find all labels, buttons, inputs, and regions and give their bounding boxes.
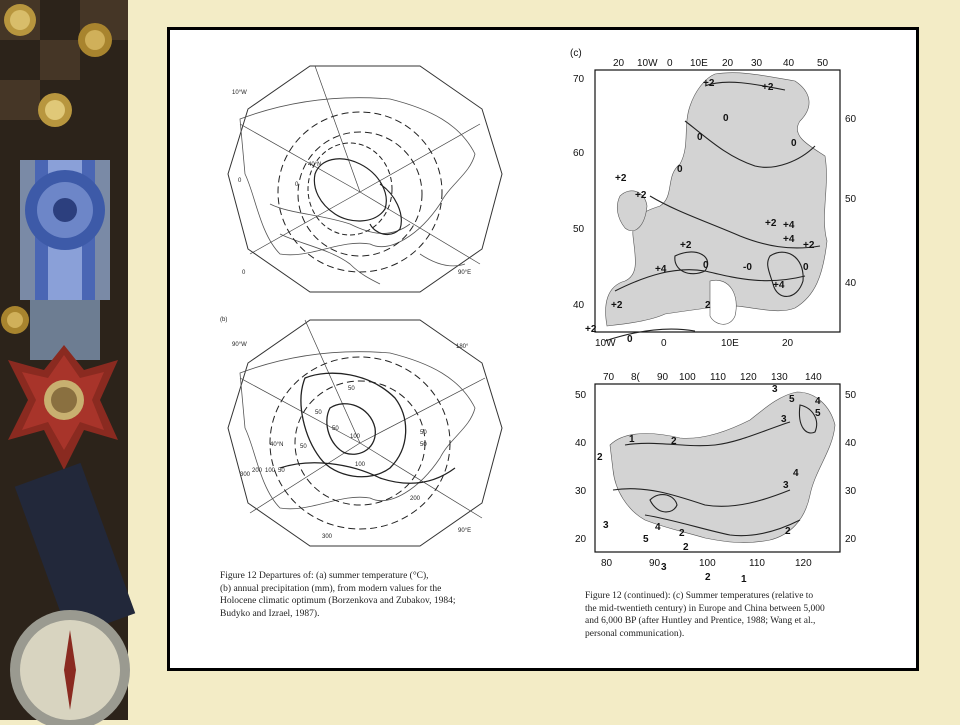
axis-tick: 40 <box>845 278 857 289</box>
isotherm-label: +4 <box>655 264 667 275</box>
axis-tick: 40 <box>575 438 587 449</box>
map-label: 0 <box>242 270 246 276</box>
axis-tick: 110 <box>749 558 765 569</box>
isotherm-label: 5 <box>789 394 795 405</box>
isotherm-label: +4 <box>783 220 795 231</box>
axis-tick: 0 <box>661 338 667 349</box>
value-label: 200 <box>410 496 421 502</box>
axis-tick: 8( <box>631 372 640 383</box>
axis-tick: 40 <box>845 438 857 449</box>
svg-text:(b): (b) <box>220 317 228 323</box>
isotherm-label: 3 <box>661 562 667 573</box>
axis-tick: 10E <box>690 58 708 69</box>
value-label: 300 <box>322 534 333 540</box>
isotherm-label: 4 <box>793 468 799 479</box>
isotherm-label: 2 <box>679 528 685 539</box>
axis-tick: 50 <box>817 58 829 69</box>
figure-a-map <box>220 64 510 304</box>
value-label: 50 <box>278 468 285 474</box>
axis-tick: 50 <box>573 224 585 235</box>
isotherm-label: 0 <box>803 262 809 273</box>
isotherm-label: +2 <box>615 173 627 184</box>
axis-tick: 70 <box>573 74 585 85</box>
value-label: 50 <box>315 410 322 416</box>
axis-tick: 100 <box>679 372 696 383</box>
map-label: 90°W <box>232 342 247 348</box>
axis-tick: 40 <box>783 58 795 69</box>
isotherm-label: 5 <box>815 408 821 419</box>
value-label: 50 <box>300 444 307 450</box>
axis-tick: 90 <box>649 558 661 569</box>
isotherm-label: 1 <box>741 574 747 585</box>
compass-icon <box>10 610 130 725</box>
value-label: 50 <box>420 430 427 436</box>
isotherm-label: 3 <box>783 480 789 491</box>
panel-label: (c) <box>570 48 582 59</box>
axis-tick: 50 <box>575 390 587 401</box>
isotherm-label: 2 <box>705 572 711 583</box>
isotherm-label: 2 <box>705 300 711 311</box>
map-label: 10°W <box>232 90 247 96</box>
isotherm-label: 0 <box>703 260 709 271</box>
isotherm-label: 3 <box>772 384 778 395</box>
isotherm-label: 4 <box>655 522 661 533</box>
isotherm-label: 0 <box>697 132 703 143</box>
isotherm-label: +2 <box>703 78 715 89</box>
isotherm-label: 0 <box>627 334 633 345</box>
isotherm-label: +2 <box>585 324 597 335</box>
map-label: 0 <box>238 178 242 184</box>
figure-caption-right: Figure 12 (continued): (c) Summer temperatures (relative to the mid-twentieth century) in Europe and China between 5,000 and 6,000 BP (after Huntley and Prentice, 1988; Wang et al., personal communication). <box>585 591 825 639</box>
axis-tick: 130 <box>771 372 788 383</box>
isotherm-label: +2 <box>680 240 692 251</box>
figure-caption-left: Figure 12 Departures of: (a) summer temperature (°C), (b) annual precipitation (mm), from modern values for the Holocene climatic optimum (Borzenkova and Zubakov, 1984; Budyko and Izrael, 1987). <box>220 571 456 619</box>
figure-c-china-map <box>565 370 865 585</box>
axis-tick: 80 <box>601 558 613 569</box>
isotherm-label: 2 <box>671 436 677 447</box>
figure-slide <box>167 27 919 671</box>
ribbon-icon <box>20 160 110 300</box>
isotherm-label: 2 <box>683 542 689 553</box>
figure-c-europe-map <box>565 46 865 356</box>
axis-tick: 10E <box>721 338 739 349</box>
isotherm-label: 5 <box>643 534 649 545</box>
value-label: 100 <box>355 462 366 468</box>
axis-tick: 140 <box>805 372 822 383</box>
map-label: 0 <box>295 182 299 188</box>
axis-tick: 30 <box>751 58 763 69</box>
axis-tick: 100 <box>699 558 716 569</box>
isotherm-label: 0 <box>791 138 797 149</box>
axis-tick: 10W <box>595 338 616 349</box>
isotherm-label: +2 <box>803 240 815 251</box>
axis-tick: 20 <box>845 534 857 545</box>
isotherm-label: 4 <box>815 396 821 407</box>
axis-tick: 60 <box>845 114 857 125</box>
map-label: 90°E <box>458 528 472 534</box>
map-label: 40°N <box>308 162 322 168</box>
axis-tick: 40 <box>573 300 585 311</box>
isotherm-label: 2 <box>597 452 603 463</box>
axis-tick: 90 <box>657 372 669 383</box>
axis-tick: 110 <box>710 372 726 383</box>
isotherm-label: +2 <box>635 190 647 201</box>
isotherm-label: +2 <box>762 82 774 93</box>
isotherm-label: 3 <box>603 520 609 531</box>
axis-tick: 20 <box>782 338 794 349</box>
axis-tick: 30 <box>845 486 857 497</box>
value-label: 200 <box>252 468 263 474</box>
axis-tick: 10W <box>637 58 658 69</box>
value-label: 100 <box>265 468 276 474</box>
axis-tick: 0 <box>667 58 673 69</box>
figure-b-map <box>220 318 510 558</box>
axis-tick: 60 <box>573 148 585 159</box>
axis-tick: 70 <box>603 372 615 383</box>
value-label: 300 <box>240 472 251 478</box>
isotherm-label: 1 <box>629 434 635 445</box>
isotherm-label: +2 <box>765 218 777 229</box>
map-label: 180° <box>456 344 469 350</box>
isotherm-label: 0 <box>723 113 729 124</box>
isotherm-label: +4 <box>783 234 795 245</box>
isotherm-label: -0 <box>743 262 752 273</box>
axis-tick: 120 <box>795 558 812 569</box>
value-label: 50 <box>420 442 427 448</box>
axis-tick: 50 <box>845 194 857 205</box>
background-photo <box>0 0 128 720</box>
axis-tick: 20 <box>613 58 625 69</box>
value-label: 100 <box>350 434 361 440</box>
axis-tick: 20 <box>575 534 587 545</box>
axis-tick: 50 <box>845 390 857 401</box>
isotherm-label: +4 <box>773 280 785 291</box>
axis-tick: 120 <box>740 372 757 383</box>
map-label: 90°E <box>458 270 472 276</box>
isotherm-label: 0 <box>677 164 683 175</box>
value-label: 50 <box>332 426 339 432</box>
axis-tick: 20 <box>722 58 734 69</box>
isotherm-label: +2 <box>611 300 623 311</box>
map-label: 40°N <box>270 442 284 448</box>
isotherm-label: 3 <box>781 414 787 425</box>
isotherm-label: 2 <box>785 526 791 537</box>
value-label: 50 <box>348 386 355 392</box>
axis-tick: 30 <box>575 486 587 497</box>
